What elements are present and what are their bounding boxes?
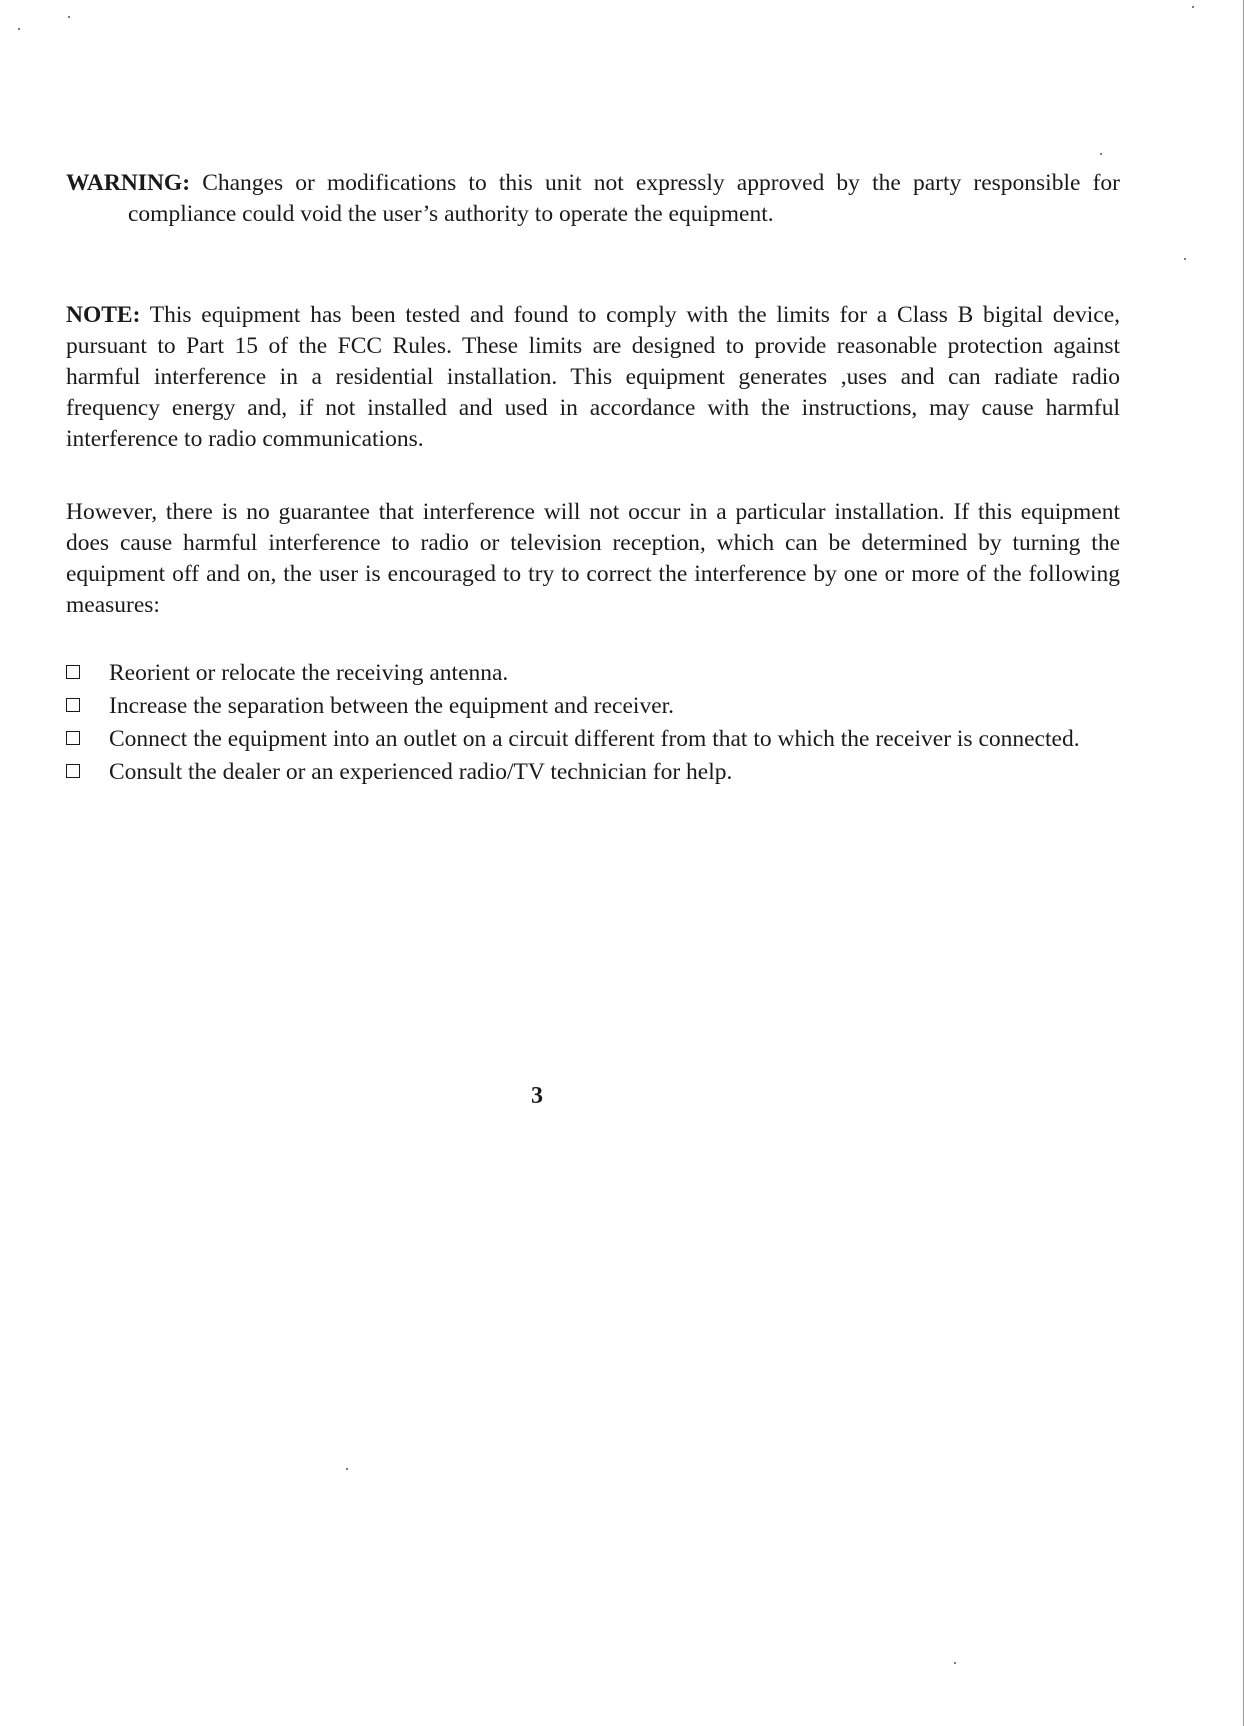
note-label: NOTE: — [66, 302, 141, 328]
list-item — [66, 691, 1120, 722]
guarantee-section — [66, 497, 1120, 621]
scan-speck — [346, 1468, 348, 1470]
guarantee-paragraph: However, there is no guarantee that interference will not occur in a particular installation. If this equipment does cause harmful interference to radio or television reception, which can be determined by turning the equipment off and on, the user is encouraged to try to correct the interference by one or more of the following measures: — [66, 499, 1120, 618]
scan-speck — [954, 1662, 956, 1664]
scan-speck — [1192, 6, 1194, 8]
warning-text: Changes or modifications to this unit not expressly approved by the party responsible for compliance could void the user’s authority to operate the equipment. — [128, 170, 1120, 227]
list-item — [66, 724, 1120, 755]
note-section — [66, 300, 1120, 455]
measures-list — [66, 658, 1120, 790]
measure-text: Increase the separation between the equipment and receiver. — [109, 693, 675, 719]
warning-label: WARNING: — [66, 170, 191, 196]
checkbox-square-icon — [66, 731, 80, 745]
measure-text: Reorient or relocate the receiving antenna. — [109, 660, 509, 686]
measure-text: Consult the dealer or an experienced radio/TV technician for help. — [109, 759, 733, 785]
list-item — [66, 757, 1120, 788]
scan-speck — [18, 28, 20, 30]
note-paragraph — [66, 300, 1120, 455]
scan-speck — [1100, 153, 1102, 155]
page-number: 3 — [531, 1083, 543, 1109]
list-item — [66, 658, 1120, 689]
scan-speck — [68, 16, 70, 18]
warning-section — [66, 168, 1120, 230]
note-text: This equipment has been tested and found to comply with the limits for a Class B bigital device, pursuant to Part 15 of the FCC Rules. These limits are designed to provide reasonable protection against harmful interference in a residential installation. This equipment generates ,uses and can radiate radio frequency energy and, if not installed and used in accordance with the instructions, may cause harmful interference to radio communications. — [66, 302, 1120, 452]
warning-paragraph — [66, 168, 1120, 230]
measure-text: Connect the equipment into an outlet on a circuit different from that to which the receiver is connected. — [109, 726, 1080, 752]
scan-speck — [1184, 258, 1186, 260]
checkbox-square-icon — [66, 764, 80, 778]
checkbox-square-icon — [66, 665, 80, 679]
checkbox-square-icon — [66, 698, 80, 712]
